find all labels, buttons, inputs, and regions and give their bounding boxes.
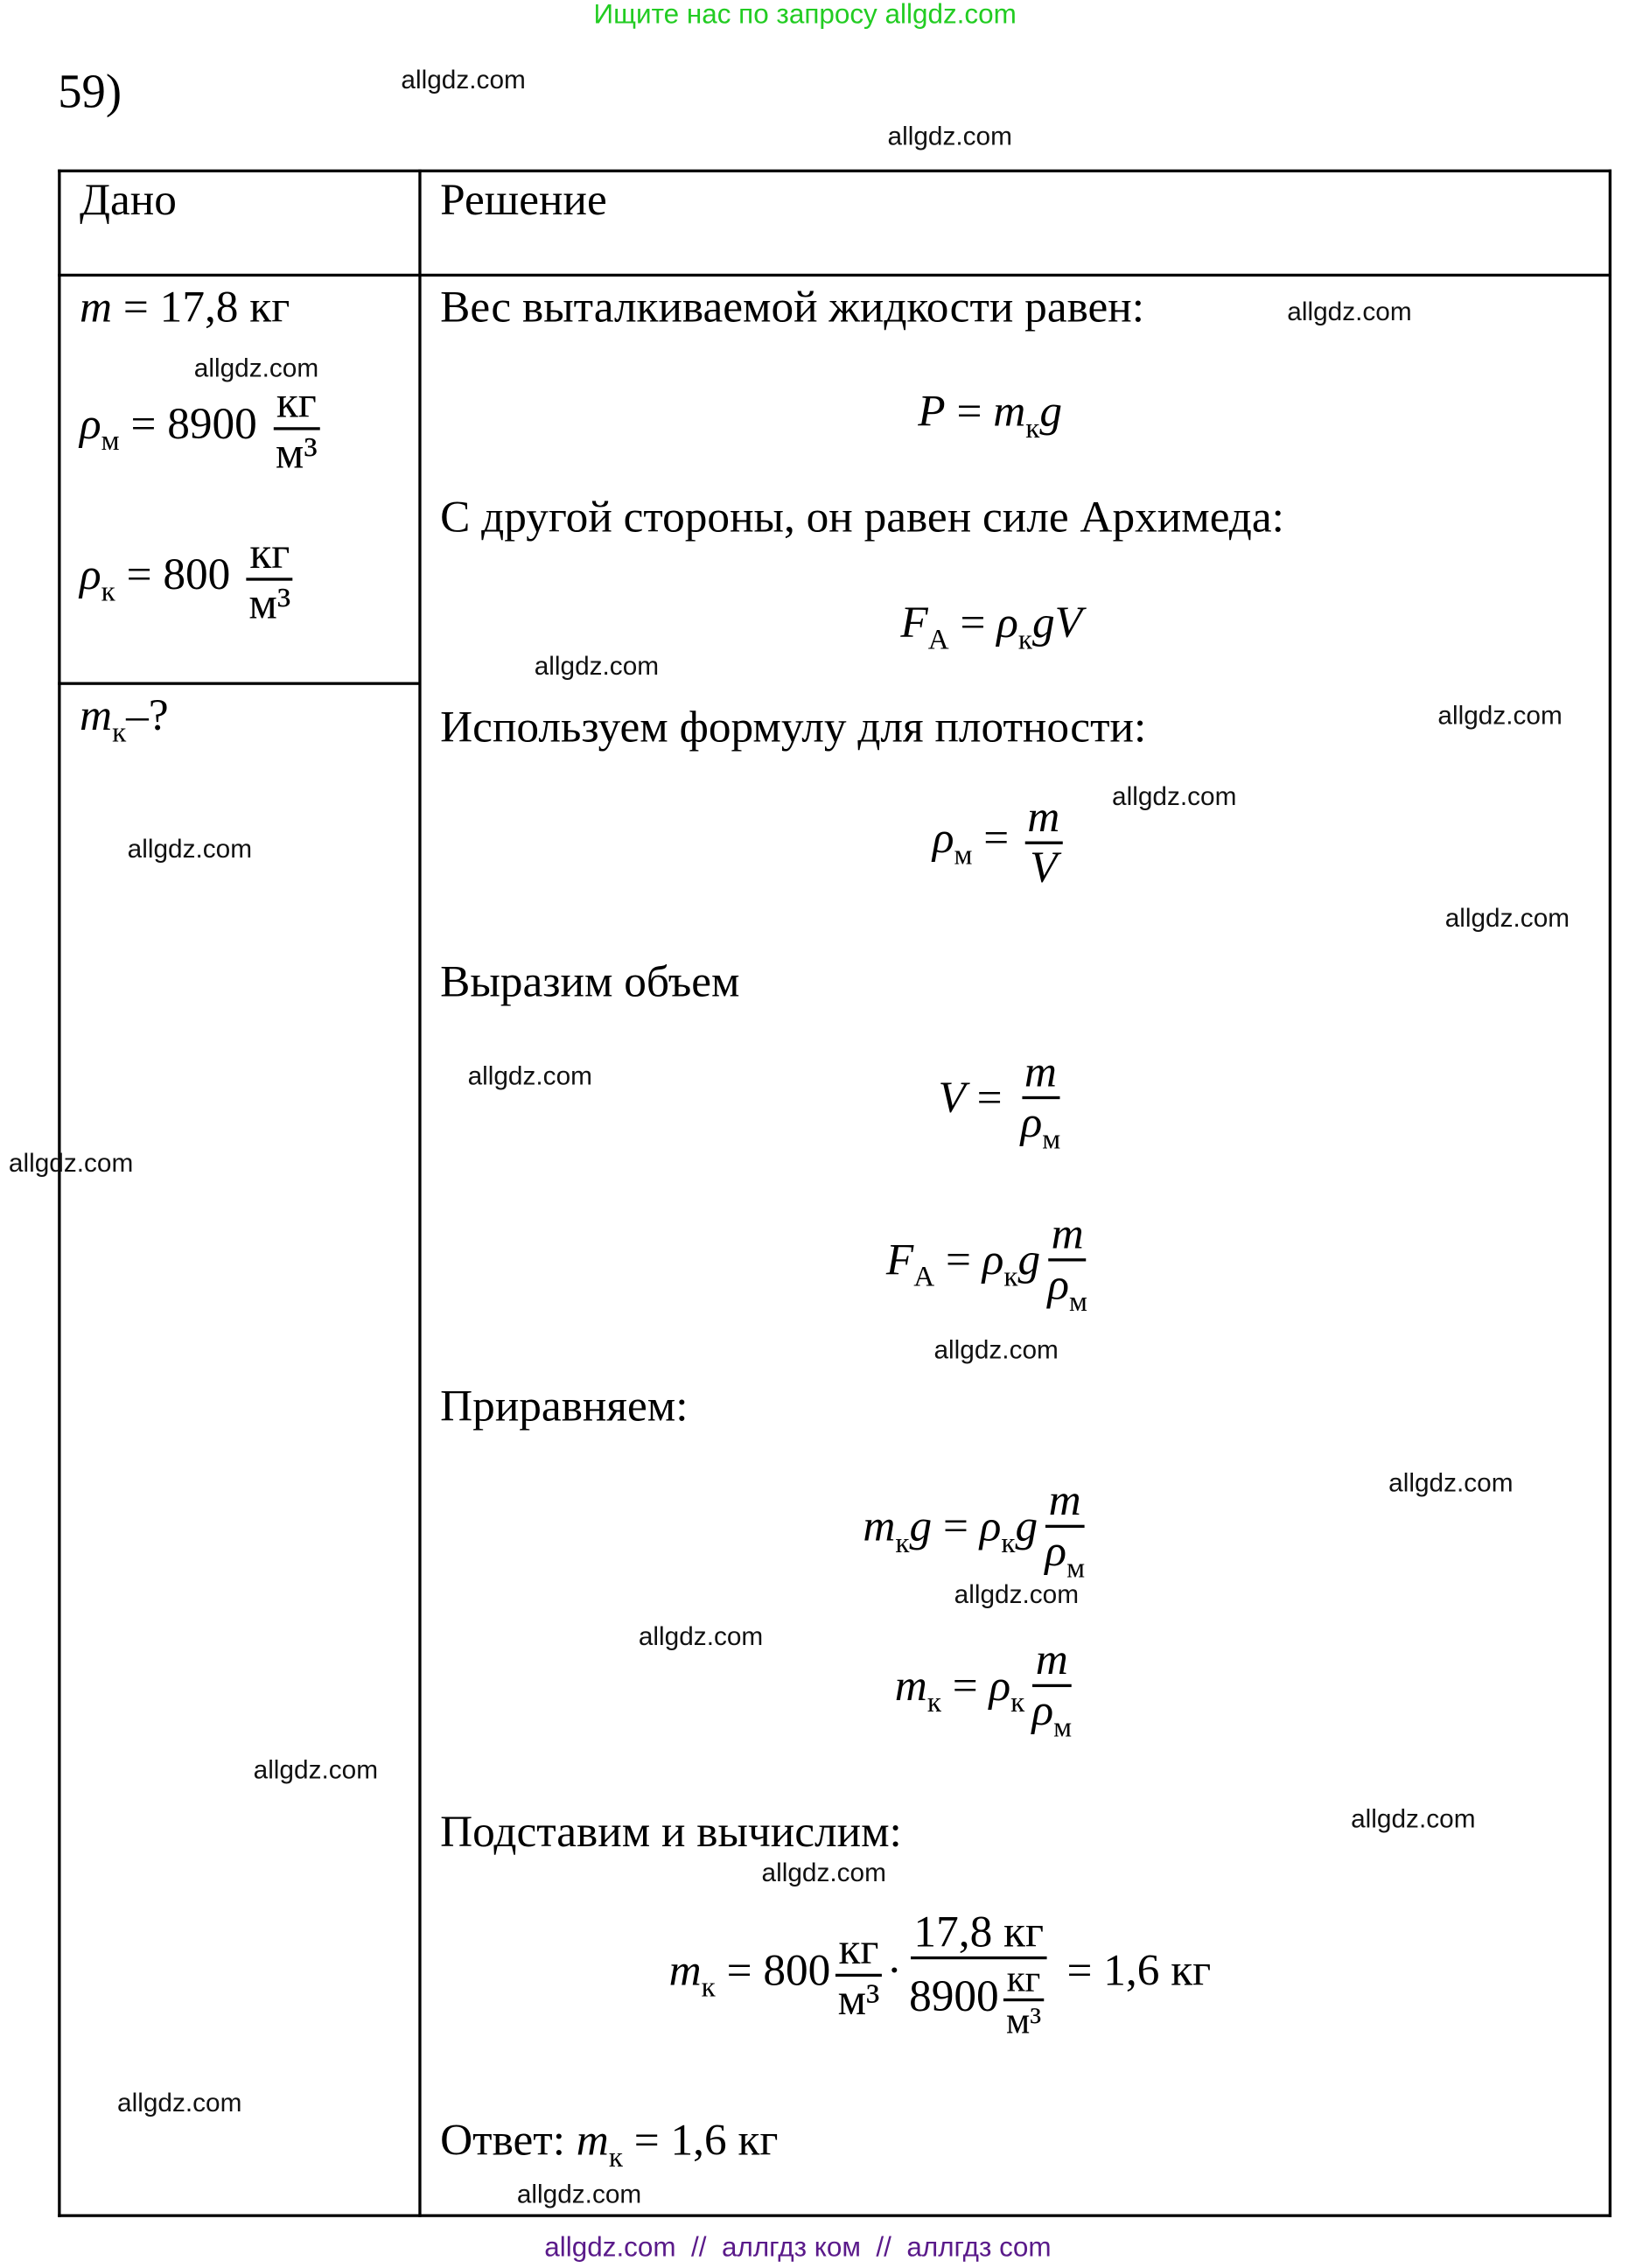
formula-archimedes: $F_A = \rho_кgV$ <box>900 596 1082 656</box>
given-rho-k: $\rho_к = 800$ $\frac{кг}{\text{м³}}$ <box>80 530 298 627</box>
watermark: allgdz.com <box>1437 701 1563 731</box>
watermark: allgdz.com <box>127 834 253 864</box>
step-4: Выразим объем <box>440 956 740 1007</box>
footer-links[interactable]: allgdz.com // аллгдз ком // аллгдз com <box>544 2233 1052 2264</box>
answer: Ответ: $m_к = 1,6$ кг <box>440 2114 779 2174</box>
table-border-bottom <box>58 2214 1612 2216</box>
step-6: Подставим и вычислим: <box>440 1805 902 1857</box>
watermark: allgdz.com <box>193 353 319 382</box>
watermark: allgdz.com <box>467 1061 592 1091</box>
given-rho-m: $\rho_м = 8900$ $\frac{кг}{\text{м³}}$ <box>80 380 325 477</box>
table-border-right <box>1609 170 1612 2217</box>
top-banner: Ищите нас по запросу allgdz.com <box>593 0 1017 31</box>
step-5: Приравняем: <box>440 1380 689 1432</box>
watermark: allgdz.com <box>761 1858 886 1887</box>
watermark: allgdz.com <box>1287 297 1412 326</box>
watermark: allgdz.com <box>253 1754 379 1784</box>
watermark: allgdz.com <box>1388 1468 1514 1498</box>
watermark: allgdz.com <box>887 122 1012 151</box>
formula-density: $\rho_м$ = $\frac{m}{V}$ <box>933 794 1067 891</box>
watermark: allgdz.com <box>954 1579 1080 1609</box>
formula-result: $m_к = \rho_к$ $\frac{m}{\rho_м}$ <box>894 1633 1073 1743</box>
watermark: allgdz.com <box>8 1148 134 1178</box>
given-mass: m = 17,8 кг <box>80 281 290 332</box>
step-1: Вес выталкиваемой жидкости равен: <box>440 281 1144 332</box>
step-3: Используем формулу для плотности: <box>440 701 1147 752</box>
formula-weight: $P = m_кg$ <box>918 385 1062 445</box>
column-divider <box>418 170 421 2217</box>
watermark: allgdz.com <box>516 2179 642 2208</box>
watermark: allgdz.com <box>1351 1804 1476 1834</box>
watermark: allgdz.com <box>638 1621 764 1651</box>
problem-number: 59) <box>58 66 122 119</box>
given-header: Дано <box>80 173 177 225</box>
watermark: allgdz.com <box>1112 781 1237 811</box>
solution-header: Решение <box>440 173 607 225</box>
formula-volume: V = $\frac{m}{\rho_м}$ <box>938 1045 1061 1155</box>
watermark: allgdz.com <box>117 2088 242 2118</box>
find-value: $m_к-$? <box>80 689 169 749</box>
watermark: allgdz.com <box>401 65 526 94</box>
watermark: allgdz.com <box>1444 903 1570 933</box>
formula-equate: $m_кg = \rho_кg$ $\frac{m}{\rho_м}$ <box>863 1474 1086 1584</box>
header-divider <box>58 274 1612 276</box>
watermark: allgdz.com <box>534 651 660 681</box>
step-2: С другой стороны, он равен силе Архимеда: <box>440 491 1284 542</box>
given-find-divider <box>58 682 420 685</box>
table-border-top <box>58 170 1612 172</box>
table-border-left <box>58 170 60 2217</box>
formula-archimedes-sub: $F_A = \rho_кg$ $\frac{m}{\rho_м}$ <box>885 1208 1087 1318</box>
formula-calculation: $m_к = 800$ $\frac{кг}{\text{м³}}$ · 17,8 кг 8900 $\frac{кг}{\text{м³}}$ = 1,6 кг <box>668 1905 1212 2042</box>
watermark: allgdz.com <box>933 1334 1059 1365</box>
